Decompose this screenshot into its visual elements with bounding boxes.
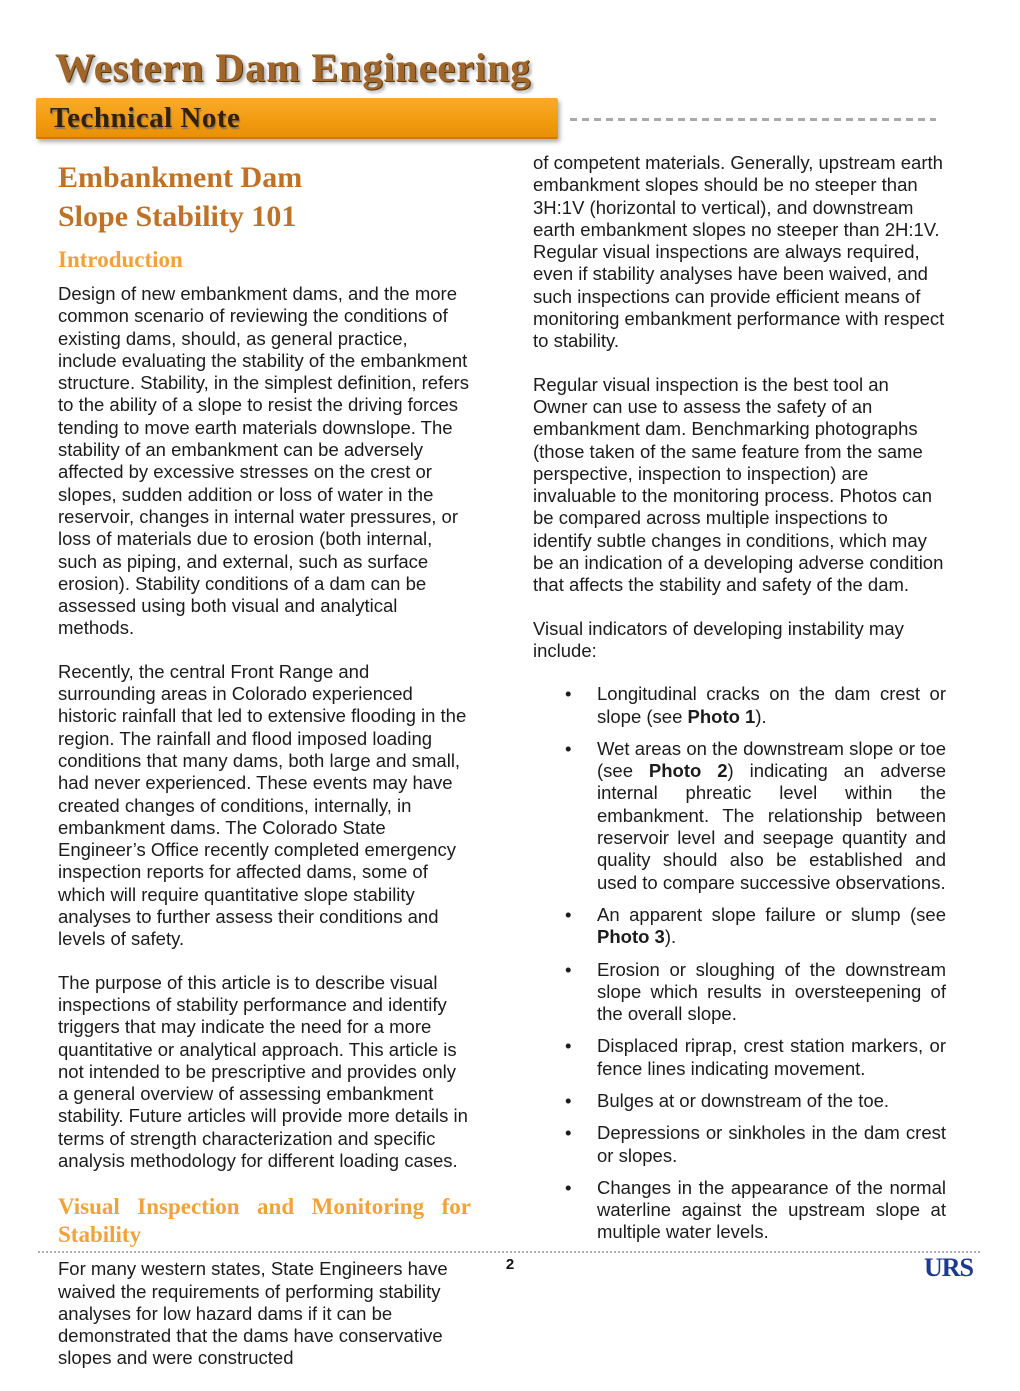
bullet-list-lead: Visual indicators of developing instability may include: (533, 617, 904, 661)
section-heading-visual-inspection: Visual Inspection and Monitoring for Stability (58, 1194, 471, 1248)
paragraph-waived-requirements: For many western states, State Engineers have waived the requirements of performing stability analyses for low hazard dams if it can be demonstrated that the dams have conservative slopes and were constructed (58, 1258, 448, 1369)
footer-divider (38, 1251, 980, 1253)
bullet-text-segment: ) indicating an adverse internal phreatic level within the embankment. The relationship between reservoir level and seepage quantity and quality should also be established and used to compare successive observations. (597, 760, 946, 893)
bullet-text-segment: ). (755, 705, 767, 727)
bullet-text-segment: An apparent slope failure or slump (see (597, 903, 946, 925)
banner-label: Technical Note (50, 102, 241, 134)
photo-3-reference: Photo 3 (597, 926, 665, 948)
page-number: 2 (505, 1256, 515, 1273)
right-column (533, 152, 946, 1254)
technical-note-banner (36, 98, 558, 139)
paragraph-design: Design of new embankment dams, and the more common scenario of reviewing the conditions of existing dams, should, as general practice, include evaluating the stability of the embankment structure. Stability, in the simplest definition, refers to the ability of a slope to resist the driving forces tending to move earth materials downslope. The stability of an embankment can be adversely affected by excessive stresses on the crest or slopes, sudden addition or loss of water in the reservoir, changes in internal water pressures, or loss of materials due to erosion (both internal, such as piping, and external, such as surface erosion). Stability conditions of a dam can be assessed using both visual and analytical methods. (58, 283, 469, 639)
list-item-text (597, 683, 946, 728)
photo-2-reference: Photo 2 (648, 760, 728, 782)
list-item-wet-areas (533, 738, 946, 894)
article-title (58, 158, 471, 236)
list-item-text: • Depressions or sinkholes in the dam crest or slopes. (597, 1122, 946, 1166)
list-item-slope-failure (533, 904, 946, 949)
paragraph-colorado-flood: Recently, the central Front Range and surrounding areas in Colorado experienced historic rainfall that led to extensive flooding in the region. The rainfall and flood imposed loading conditions that many dams, both large and small, had never experienced. These events may have created changes of conditions, internally, in embankment dams. The Colorado State Engineer’s Office recently completed emergency inspection reports for affected dams, some of which will require quantitative slope stability analyses to further assess their conditions and levels of safety. (58, 660, 467, 950)
list-item-depressions-sinkholes (533, 1122, 946, 1167)
photo-1-reference: Photo 1 (687, 705, 756, 727)
brand-title: Western Dam Engineering (55, 45, 532, 90)
header-dashed-line (570, 118, 936, 121)
article-title-line2: Slope Stability 101 (58, 200, 297, 233)
list-item-longitudinal-cracks (533, 683, 946, 728)
list-item-text: • Displaced riprap, crest station markers, or fence lines indicating movement. (597, 1035, 946, 1079)
list-item-text: • Bulges at or downstream of the toe. (597, 1089, 890, 1111)
list-item-waterline-changes (533, 1177, 946, 1244)
bullet-text-segment: Longitudinal cracks on the dam crest or slope (see (597, 683, 946, 727)
list-item-text: • Erosion or sloughing of the downstream slope which results in oversteepening of the overall slope. (597, 958, 946, 1025)
paragraph-purpose: The purpose of this article is to describe visual inspections of stability performance and identify triggers that may indicate the need for a more quantitative or analytical approach. This article is not intended to be prescriptive and provides only a general overview of assessing embankment stability. Future articles will provide more details in terms of strength characterization and specific analysis methodology for different loading cases. (58, 971, 468, 1171)
list-item-text (597, 904, 946, 949)
bullet-text-segment: Wet areas on the downstream slope or toe (see (597, 737, 946, 782)
list-item-displaced-riprap (533, 1035, 946, 1080)
bullet-text-segment: ). (664, 926, 677, 948)
urs-logo: URS (923, 1253, 973, 1282)
list-item-bulges (533, 1090, 946, 1112)
list-item-text: • Changes in the appearance of the normal waterline against the upstream slope at multiple water levels. (597, 1176, 946, 1243)
list-item-text (597, 738, 946, 894)
left-column (58, 158, 471, 1391)
list-item-erosion-sloughing (533, 959, 946, 1026)
paragraph-competent-materials: of competent materials. Generally, upstream earth embankment slopes should be no steeper than 3H:1V (horizontal to vertical), and downstream earth embankment slopes no steeper than 2H:1V. Regular visual inspections are always required, even if stability analyses have been waived, and such inspections can provide efficient means of monitoring embankment performance with respect to stability. (533, 152, 945, 352)
article-title-line1: Embankment Dam (58, 161, 303, 194)
paragraph-regular-inspection: Regular visual inspection is the best tool an Owner can use to assess the safety of an embankment dam. Benchmarking photographs (those taken of the same feature from the same perspective, inspection to inspection) are invaluable to the monitoring process. Photos can be compared across multiple inspections to identify subtle changes in conditions, which may be an indication of a developing adverse condition that affects the stability and safety of the dam. (533, 373, 944, 596)
section-heading-introduction: Introduction (58, 247, 183, 272)
